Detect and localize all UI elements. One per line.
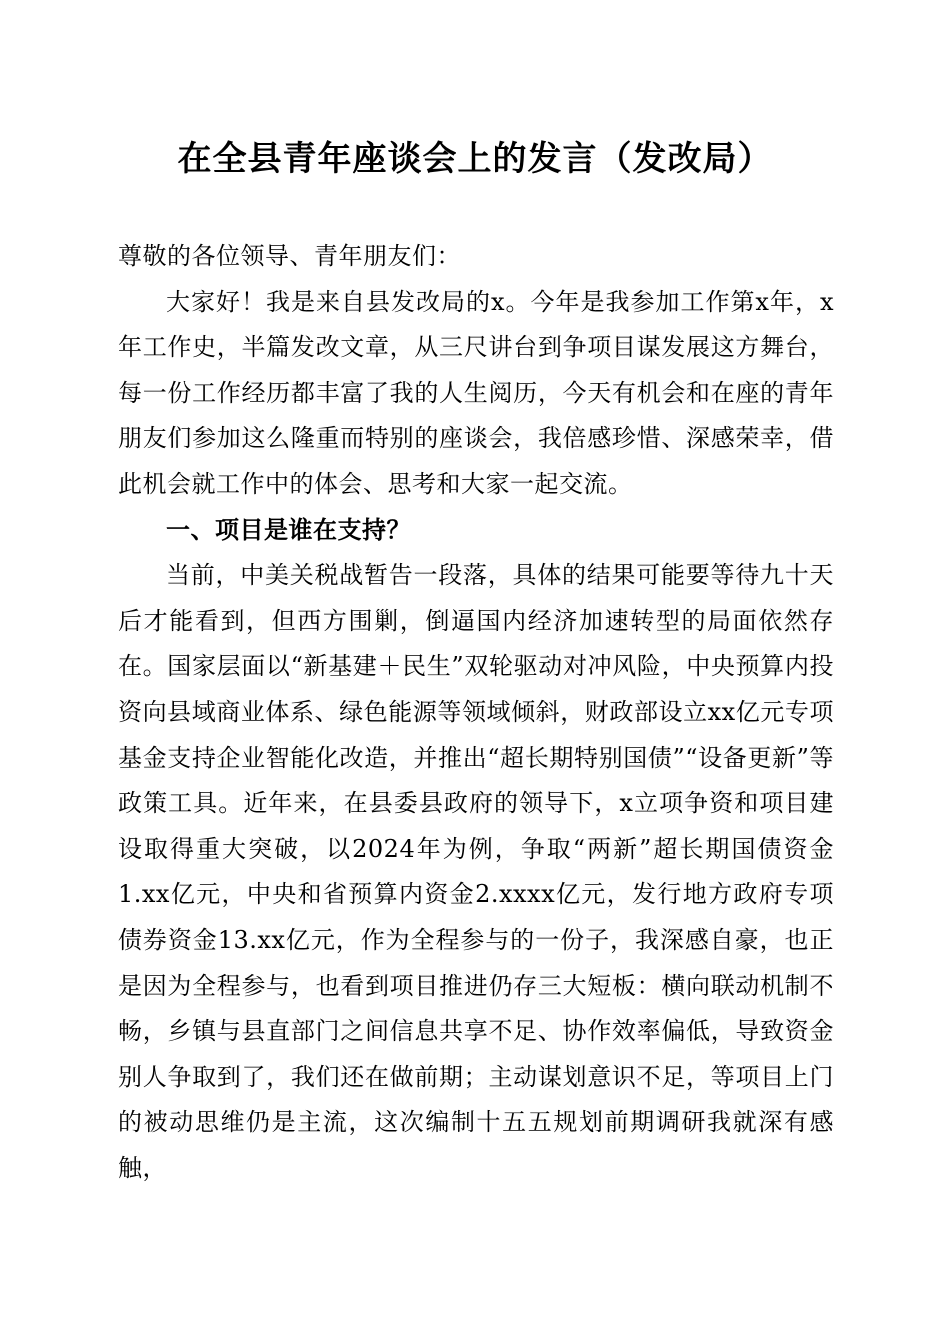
document-body (118, 234, 834, 1191)
paragraph-projects: 当前，中美关税战暂告一段落，具体的结果可能要等待九十天后才能看到，但西方围剿，倒逼国内经济加速转型的局面依然存在。国家层面以“新基建＋民生”双轮驱动对冲风险，中央预算内投资向县域商业体系、绿色能源等领域倾斜，财政部设立xx亿元专项基金支持企业智能化改造，并推出“超长期特别国债”“设备更新”等政策工具。近年来，在县委县政府的领导下，x立项争资和项目建设取得重大突破，以2024年为例，争取“两新”超长期国债资金1.xx亿元，中央和省预算内资金2.xxxx亿元，发行地方政府专项债券资金13.xx亿元，作为全程参与的一份子，我深感自豪，也正是因为全程参与，也看到项目推进仍存三大短板：横向联动机制不畅，乡镇与县直部门之间信息共享不足、协作效率偏低，导致资金别人争取到了，我们还在做前期；主动谋划意识不足，等项目上门的被动思维仍是主流，这次编制十五五规划前期调研我就深有感触， (118, 561, 834, 1182)
paragraph-intro: 大家好！我是来自县发改局的x。今年是我参加工作第x年，x年工作史，半篇发改文章，从三尺讲台到争项目谋发展这方舞台，每一份工作经历都丰富了我的人生阅历，今天有机会和在座的青年朋友们参加这么隆重而特别的座谈会，我倍感珍惜、深感荣幸，借此机会就工作中的体会、思考和大家一起交流。 (118, 287, 834, 498)
section-heading: 一、项目是谁在支持？ (166, 515, 411, 544)
greeting: 尊敬的各位领导、青年朋友们： (118, 242, 461, 270)
document-title: 在全县青年座谈会上的发言（发改局） (177, 139, 773, 179)
